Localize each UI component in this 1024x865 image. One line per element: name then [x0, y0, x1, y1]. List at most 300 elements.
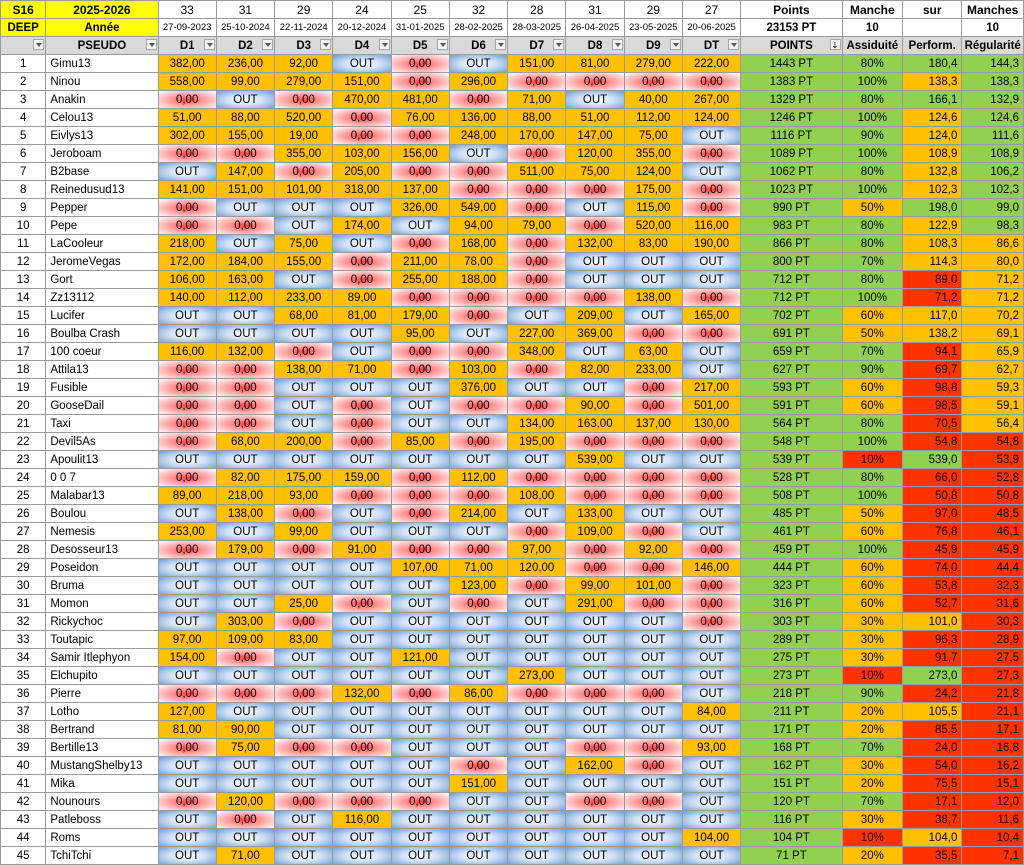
score-cell[interactable]: 205,00 [333, 163, 391, 181]
regularite-cell[interactable]: 59,1 [962, 397, 1024, 415]
points-cell[interactable]: 303 PT [741, 613, 842, 631]
score-cell[interactable]: OUT [333, 55, 391, 73]
score-cell[interactable]: 0,00 [391, 55, 449, 73]
score-cell[interactable]: 0,00 [391, 793, 449, 811]
regularite-cell[interactable]: 21,1 [962, 703, 1024, 721]
filter-dropdown-icon[interactable] [495, 39, 506, 50]
score-cell[interactable]: OUT [216, 703, 274, 721]
assiduite-cell[interactable]: 100% [842, 109, 902, 127]
performance-cell[interactable]: 24,2 [903, 685, 962, 703]
regularite-cell[interactable]: 111,6 [962, 127, 1024, 145]
rank-cell[interactable]: 18 [1, 361, 46, 379]
rank-cell[interactable]: 15 [1, 307, 46, 325]
regularite-cell[interactable]: 28,9 [962, 631, 1024, 649]
score-cell[interactable]: 103,00 [333, 145, 391, 163]
score-cell[interactable]: 138,00 [624, 289, 682, 307]
score-cell[interactable]: 124,00 [682, 109, 740, 127]
score-cell[interactable]: 162,00 [566, 757, 624, 775]
period-label[interactable]: Année [46, 19, 158, 37]
score-cell[interactable]: 99,00 [275, 523, 333, 541]
score-cell[interactable]: 0,00 [624, 559, 682, 577]
points-cell[interactable]: 120 PT [741, 793, 842, 811]
score-cell[interactable]: 19,00 [275, 127, 333, 145]
score-cell[interactable]: OUT [624, 307, 682, 325]
score-cell[interactable]: 109,00 [216, 631, 274, 649]
round-date[interactable]: 20-06-2025 [682, 19, 740, 37]
pseudo-cell[interactable]: Bertrand [46, 721, 158, 739]
score-cell[interactable]: OUT [682, 271, 740, 289]
score-cell[interactable]: 71,00 [449, 559, 507, 577]
performance-cell[interactable]: 35,5 [903, 847, 962, 865]
score-cell[interactable]: OUT [391, 667, 449, 685]
score-cell[interactable]: 0,00 [566, 793, 624, 811]
points-cell[interactable]: 691 PT [741, 325, 842, 343]
score-cell[interactable]: 0,00 [333, 253, 391, 271]
score-cell[interactable]: 0,00 [449, 541, 507, 559]
score-cell[interactable]: 0,00 [216, 649, 274, 667]
points-cell[interactable]: 591 PT [741, 397, 842, 415]
regularite-cell[interactable]: 80,0 [962, 253, 1024, 271]
score-cell[interactable]: OUT [449, 667, 507, 685]
score-cell[interactable]: OUT [624, 667, 682, 685]
score-cell[interactable]: OUT [275, 703, 333, 721]
score-cell[interactable]: OUT [158, 325, 216, 343]
assiduite-cell[interactable]: 60% [842, 577, 902, 595]
rank-cell[interactable]: 17 [1, 343, 46, 361]
score-cell[interactable]: 233,00 [275, 289, 333, 307]
assiduite-cell[interactable]: 50% [842, 325, 902, 343]
assiduite-cell[interactable]: 50% [842, 505, 902, 523]
score-cell[interactable]: OUT [624, 451, 682, 469]
regularite-cell[interactable]: 56,4 [962, 415, 1024, 433]
score-cell[interactable]: OUT [391, 613, 449, 631]
rank-cell[interactable]: 26 [1, 505, 46, 523]
score-cell[interactable]: 0,00 [216, 685, 274, 703]
filter-dropdown-icon[interactable] [670, 39, 681, 50]
score-cell[interactable]: 0,00 [333, 595, 391, 613]
score-cell[interactable]: OUT [391, 523, 449, 541]
round-date[interactable]: 28-02-2025 [449, 19, 507, 37]
pseudo-cell[interactable]: Reinedusud13 [46, 181, 158, 199]
rank-cell[interactable]: 20 [1, 397, 46, 415]
assiduite-cell[interactable]: 30% [842, 649, 902, 667]
rank-cell[interactable]: 1 [1, 55, 46, 73]
rank-cell[interactable]: 25 [1, 487, 46, 505]
score-cell[interactable]: OUT [566, 775, 624, 793]
score-cell[interactable]: 0,00 [566, 541, 624, 559]
score-cell[interactable]: 0,00 [508, 181, 566, 199]
rank-cell[interactable]: 12 [1, 253, 46, 271]
rank-cell[interactable]: 10 [1, 217, 46, 235]
score-cell[interactable]: OUT [624, 613, 682, 631]
assiduite-cell[interactable]: 80% [842, 235, 902, 253]
pseudo-cell[interactable]: JeromeVegas [46, 253, 158, 271]
score-cell[interactable]: 0,00 [566, 217, 624, 235]
points-cell[interactable]: 1062 PT [741, 163, 842, 181]
performance-cell[interactable]: 166,1 [903, 91, 962, 109]
score-cell[interactable]: 82,00 [566, 361, 624, 379]
score-cell[interactable]: OUT [624, 775, 682, 793]
score-cell[interactable]: 84,00 [682, 703, 740, 721]
score-cell[interactable]: OUT [391, 703, 449, 721]
score-cell[interactable]: 99,00 [216, 73, 274, 91]
performance-header[interactable]: Perform. [903, 37, 962, 55]
pseudo-cell[interactable]: B2base [46, 163, 158, 181]
assiduite-cell[interactable]: 90% [842, 685, 902, 703]
rank-cell[interactable]: 3 [1, 91, 46, 109]
score-cell[interactable]: 318,00 [333, 181, 391, 199]
performance-cell[interactable]: 75,5 [903, 775, 962, 793]
points-cell[interactable]: 171 PT [741, 721, 842, 739]
score-cell[interactable]: 89,00 [333, 289, 391, 307]
score-cell[interactable]: 0,00 [624, 325, 682, 343]
score-cell[interactable]: OUT [333, 577, 391, 595]
score-cell[interactable]: 0,00 [158, 685, 216, 703]
score-cell[interactable]: OUT [158, 613, 216, 631]
score-cell[interactable]: 296,00 [449, 73, 507, 91]
performance-cell[interactable]: 108,9 [903, 145, 962, 163]
score-cell[interactable]: 0,00 [391, 127, 449, 145]
rank-cell[interactable]: 37 [1, 703, 46, 721]
assiduite-cell[interactable]: 70% [842, 793, 902, 811]
score-cell[interactable]: 79,00 [508, 217, 566, 235]
rank-cell[interactable]: 29 [1, 559, 46, 577]
score-cell[interactable]: 0,00 [682, 145, 740, 163]
regularite-cell[interactable]: 7,1 [962, 847, 1024, 865]
score-cell[interactable]: 195,00 [508, 433, 566, 451]
rank-cell[interactable]: 21 [1, 415, 46, 433]
performance-cell[interactable]: 138,2 [903, 325, 962, 343]
score-cell[interactable]: OUT [216, 523, 274, 541]
score-cell[interactable]: OUT [275, 217, 333, 235]
regularite-cell[interactable]: 59,3 [962, 379, 1024, 397]
pseudo-cell[interactable]: Devil5As [46, 433, 158, 451]
assiduite-cell[interactable]: 80% [842, 469, 902, 487]
points-cell[interactable]: 162 PT [741, 757, 842, 775]
score-cell[interactable]: 92,00 [275, 55, 333, 73]
score-cell[interactable]: OUT [158, 811, 216, 829]
regularite-cell[interactable]: 138,3 [962, 73, 1024, 91]
performance-cell[interactable]: 117,0 [903, 307, 962, 325]
score-cell[interactable]: 82,00 [216, 469, 274, 487]
score-cell[interactable]: 0,00 [333, 793, 391, 811]
score-cell[interactable]: OUT [333, 775, 391, 793]
pseudo-cell[interactable]: Pierre [46, 685, 158, 703]
score-cell[interactable]: OUT [391, 721, 449, 739]
performance-cell[interactable]: 108,3 [903, 235, 962, 253]
score-cell[interactable]: OUT [624, 505, 682, 523]
score-cell[interactable]: 558,00 [158, 73, 216, 91]
score-cell[interactable]: 0,00 [566, 685, 624, 703]
rank-cell[interactable]: 42 [1, 793, 46, 811]
score-cell[interactable]: OUT [158, 757, 216, 775]
score-cell[interactable]: 101,00 [624, 577, 682, 595]
score-cell[interactable]: OUT [508, 757, 566, 775]
pseudo-cell[interactable]: Nemesis [46, 523, 158, 541]
score-cell[interactable]: OUT [275, 397, 333, 415]
score-cell[interactable]: 0,00 [275, 739, 333, 757]
score-cell[interactable]: 184,00 [216, 253, 274, 271]
score-cell[interactable]: 155,00 [216, 127, 274, 145]
score-cell[interactable]: OUT [449, 145, 507, 163]
score-cell[interactable]: OUT [449, 703, 507, 721]
score-cell[interactable]: 89,00 [158, 487, 216, 505]
assiduite-cell[interactable]: 100% [842, 289, 902, 307]
score-cell[interactable]: OUT [333, 703, 391, 721]
score-cell[interactable]: 0,00 [391, 73, 449, 91]
score-cell[interactable]: 0,00 [624, 739, 682, 757]
score-cell[interactable]: 146,00 [682, 559, 740, 577]
score-cell[interactable]: OUT [275, 721, 333, 739]
score-cell[interactable]: 137,00 [391, 181, 449, 199]
round-header[interactable] [566, 37, 624, 55]
score-cell[interactable]: 124,00 [624, 163, 682, 181]
score-cell[interactable]: 0,00 [624, 757, 682, 775]
score-cell[interactable]: 0,00 [566, 469, 624, 487]
regularite-cell[interactable]: 62,7 [962, 361, 1024, 379]
assiduite-cell[interactable]: 10% [842, 829, 902, 847]
pseudo-cell[interactable]: Patleboss [46, 811, 158, 829]
assiduite-cell[interactable]: 70% [842, 253, 902, 271]
pseudo-cell[interactable]: Gort [46, 271, 158, 289]
pseudo-cell[interactable]: Poseidon [46, 559, 158, 577]
score-cell[interactable]: OUT [391, 577, 449, 595]
score-cell[interactable]: OUT [682, 757, 740, 775]
regularite-cell[interactable]: 102,3 [962, 181, 1024, 199]
rank-cell[interactable]: 45 [1, 847, 46, 865]
regularite-cell[interactable]: 71,2 [962, 289, 1024, 307]
pseudo-cell[interactable]: Ninou [46, 73, 158, 91]
score-cell[interactable]: 163,00 [566, 415, 624, 433]
score-cell[interactable]: 0,00 [682, 433, 740, 451]
assiduite-cell[interactable]: 60% [842, 595, 902, 613]
score-cell[interactable]: 63,00 [624, 343, 682, 361]
score-cell[interactable]: 0,00 [682, 595, 740, 613]
score-cell[interactable]: OUT [333, 757, 391, 775]
score-cell[interactable]: 0,00 [391, 487, 449, 505]
score-cell[interactable]: 123,00 [449, 577, 507, 595]
score-cell[interactable]: OUT [508, 451, 566, 469]
points-cell[interactable]: 104 PT [741, 829, 842, 847]
regularite-cell[interactable]: 132,9 [962, 91, 1024, 109]
score-cell[interactable]: 121,00 [391, 649, 449, 667]
score-cell[interactable]: OUT [682, 505, 740, 523]
score-cell[interactable]: 156,00 [391, 145, 449, 163]
score-cell[interactable]: OUT [566, 721, 624, 739]
round-header[interactable] [449, 37, 507, 55]
points-title[interactable]: Points [741, 1, 842, 19]
pseudo-cell[interactable]: Zz13112 [46, 289, 158, 307]
score-cell[interactable]: 0,00 [391, 505, 449, 523]
performance-cell[interactable]: 50,8 [903, 487, 962, 505]
points-cell[interactable]: 168 PT [741, 739, 842, 757]
filter-dropdown-icon[interactable] [437, 39, 448, 50]
regularite-cell[interactable]: 52,8 [962, 469, 1024, 487]
score-cell[interactable]: OUT [566, 199, 624, 217]
score-cell[interactable]: 0,00 [391, 235, 449, 253]
pseudo-cell[interactable]: Anakin [46, 91, 158, 109]
score-cell[interactable]: 355,00 [275, 145, 333, 163]
manches-title[interactable]: Manches [962, 1, 1024, 19]
score-cell[interactable]: 233,00 [624, 361, 682, 379]
score-cell[interactable]: 75,00 [275, 235, 333, 253]
score-cell[interactable]: OUT [158, 847, 216, 865]
score-cell[interactable]: OUT [566, 811, 624, 829]
score-cell[interactable]: OUT [566, 631, 624, 649]
score-cell[interactable]: 93,00 [275, 487, 333, 505]
score-cell[interactable]: OUT [275, 325, 333, 343]
performance-cell[interactable]: 539,0 [903, 451, 962, 469]
pseudo-cell[interactable]: Lotho [46, 703, 158, 721]
score-cell[interactable]: OUT [333, 235, 391, 253]
performance-cell[interactable]: 89,0 [903, 271, 962, 289]
score-cell[interactable]: 0,00 [682, 199, 740, 217]
score-cell[interactable]: 0,00 [682, 181, 740, 199]
score-cell[interactable]: OUT [566, 667, 624, 685]
performance-cell[interactable]: 97,0 [903, 505, 962, 523]
score-cell[interactable]: 99,00 [566, 577, 624, 595]
score-cell[interactable]: 151,00 [449, 775, 507, 793]
rank-cell[interactable]: 36 [1, 685, 46, 703]
score-cell[interactable]: OUT [508, 775, 566, 793]
score-cell[interactable]: OUT [333, 559, 391, 577]
pseudo-cell[interactable]: Desosseur13 [46, 541, 158, 559]
assiduite-cell[interactable]: 100% [842, 433, 902, 451]
score-cell[interactable]: 112,00 [624, 109, 682, 127]
score-cell[interactable]: 88,00 [508, 109, 566, 127]
regularite-cell[interactable]: 15,1 [962, 775, 1024, 793]
score-cell[interactable]: 0,00 [508, 469, 566, 487]
score-cell[interactable]: 115,00 [624, 199, 682, 217]
rank-cell[interactable]: 38 [1, 721, 46, 739]
score-cell[interactable]: OUT [566, 703, 624, 721]
score-cell[interactable]: 227,00 [508, 325, 566, 343]
score-cell[interactable]: 0,00 [275, 163, 333, 181]
pseudo-cell[interactable]: Lucifer [46, 307, 158, 325]
score-cell[interactable]: 0,00 [449, 181, 507, 199]
score-cell[interactable]: 0,00 [391, 361, 449, 379]
rank-cell[interactable]: 14 [1, 289, 46, 307]
round-header[interactable] [508, 37, 566, 55]
score-cell[interactable]: 147,00 [216, 163, 274, 181]
rank-cell[interactable]: 11 [1, 235, 46, 253]
round-header[interactable] [333, 37, 391, 55]
score-cell[interactable]: 0,00 [158, 541, 216, 559]
assiduite-cell[interactable]: 80% [842, 217, 902, 235]
score-cell[interactable]: OUT [275, 829, 333, 847]
score-cell[interactable]: OUT [624, 649, 682, 667]
score-cell[interactable]: 326,00 [391, 199, 449, 217]
score-cell[interactable]: 0,00 [216, 217, 274, 235]
score-cell[interactable]: 501,00 [682, 397, 740, 415]
regularite-cell[interactable]: 16,8 [962, 739, 1024, 757]
score-cell[interactable]: 0,00 [449, 595, 507, 613]
score-cell[interactable]: 0,00 [508, 235, 566, 253]
rank-cell[interactable]: 31 [1, 595, 46, 613]
score-cell[interactable]: 140,00 [158, 289, 216, 307]
score-cell[interactable]: OUT [566, 379, 624, 397]
rank-cell[interactable]: 19 [1, 379, 46, 397]
score-cell[interactable]: OUT [216, 199, 274, 217]
pseudo-cell[interactable]: Boulba Crash [46, 325, 158, 343]
points-cell[interactable]: 211 PT [741, 703, 842, 721]
score-cell[interactable]: 51,00 [566, 109, 624, 127]
pseudo-cell[interactable]: Roms [46, 829, 158, 847]
score-cell[interactable]: 236,00 [216, 55, 274, 73]
points-cell[interactable]: 548 PT [741, 433, 842, 451]
rank-header-cell[interactable] [1, 37, 46, 55]
regularite-cell[interactable]: 86,6 [962, 235, 1024, 253]
score-cell[interactable]: OUT [333, 343, 391, 361]
score-cell[interactable]: 355,00 [624, 145, 682, 163]
score-cell[interactable]: OUT [158, 307, 216, 325]
score-cell[interactable]: 248,00 [449, 127, 507, 145]
score-cell[interactable]: OUT [275, 577, 333, 595]
score-cell[interactable]: OUT [216, 235, 274, 253]
score-cell[interactable]: 0,00 [682, 577, 740, 595]
score-cell[interactable]: 0,00 [216, 397, 274, 415]
performance-cell[interactable]: 74,0 [903, 559, 962, 577]
points-cell[interactable]: 539 PT [741, 451, 842, 469]
performance-cell[interactable]: 98,5 [903, 397, 962, 415]
regularite-cell[interactable]: 44,4 [962, 559, 1024, 577]
score-cell[interactable]: 0,00 [333, 739, 391, 757]
score-cell[interactable]: 0,00 [216, 811, 274, 829]
score-cell[interactable]: 104,00 [682, 829, 740, 847]
points-cell[interactable]: 508 PT [741, 487, 842, 505]
score-cell[interactable]: 0,00 [391, 685, 449, 703]
regularite-cell[interactable]: 71,2 [962, 271, 1024, 289]
score-cell[interactable]: 0,00 [333, 127, 391, 145]
score-cell[interactable]: OUT [449, 739, 507, 757]
score-cell[interactable]: 133,00 [566, 505, 624, 523]
score-cell[interactable]: OUT [449, 55, 507, 73]
score-cell[interactable]: 71,00 [333, 361, 391, 379]
score-cell[interactable]: 520,00 [624, 217, 682, 235]
score-cell[interactable]: 116,00 [158, 343, 216, 361]
score-cell[interactable]: OUT [275, 649, 333, 667]
score-cell[interactable]: OUT [333, 325, 391, 343]
regularite-cell[interactable]: 99,0 [962, 199, 1024, 217]
regularite-cell[interactable]: 27,3 [962, 667, 1024, 685]
score-cell[interactable]: 179,00 [391, 307, 449, 325]
rank-cell[interactable]: 2 [1, 73, 46, 91]
performance-cell[interactable]: 98,8 [903, 379, 962, 397]
points-cell[interactable]: 593 PT [741, 379, 842, 397]
rank-cell[interactable]: 40 [1, 757, 46, 775]
round-header[interactable] [682, 37, 740, 55]
points-cell[interactable]: 1443 PT [741, 55, 842, 73]
score-cell[interactable]: 0,00 [566, 433, 624, 451]
score-cell[interactable]: OUT [508, 829, 566, 847]
score-cell[interactable]: 0,00 [682, 325, 740, 343]
score-cell[interactable]: OUT [216, 307, 274, 325]
score-cell[interactable]: 0,00 [508, 289, 566, 307]
score-cell[interactable]: 0,00 [508, 523, 566, 541]
regularite-cell[interactable]: 50,8 [962, 487, 1024, 505]
pseudo-cell[interactable]: Toutapic [46, 631, 158, 649]
score-cell[interactable]: OUT [391, 775, 449, 793]
score-cell[interactable]: 25,00 [275, 595, 333, 613]
assiduite-cell[interactable]: 30% [842, 631, 902, 649]
score-cell[interactable]: OUT [682, 361, 740, 379]
score-cell[interactable]: OUT [566, 253, 624, 271]
score-cell[interactable]: 130,00 [682, 415, 740, 433]
performance-cell[interactable]: 52,7 [903, 595, 962, 613]
score-cell[interactable]: OUT [682, 163, 740, 181]
assiduite-cell[interactable]: 100% [842, 181, 902, 199]
round-player-count[interactable]: 28 [508, 1, 566, 19]
